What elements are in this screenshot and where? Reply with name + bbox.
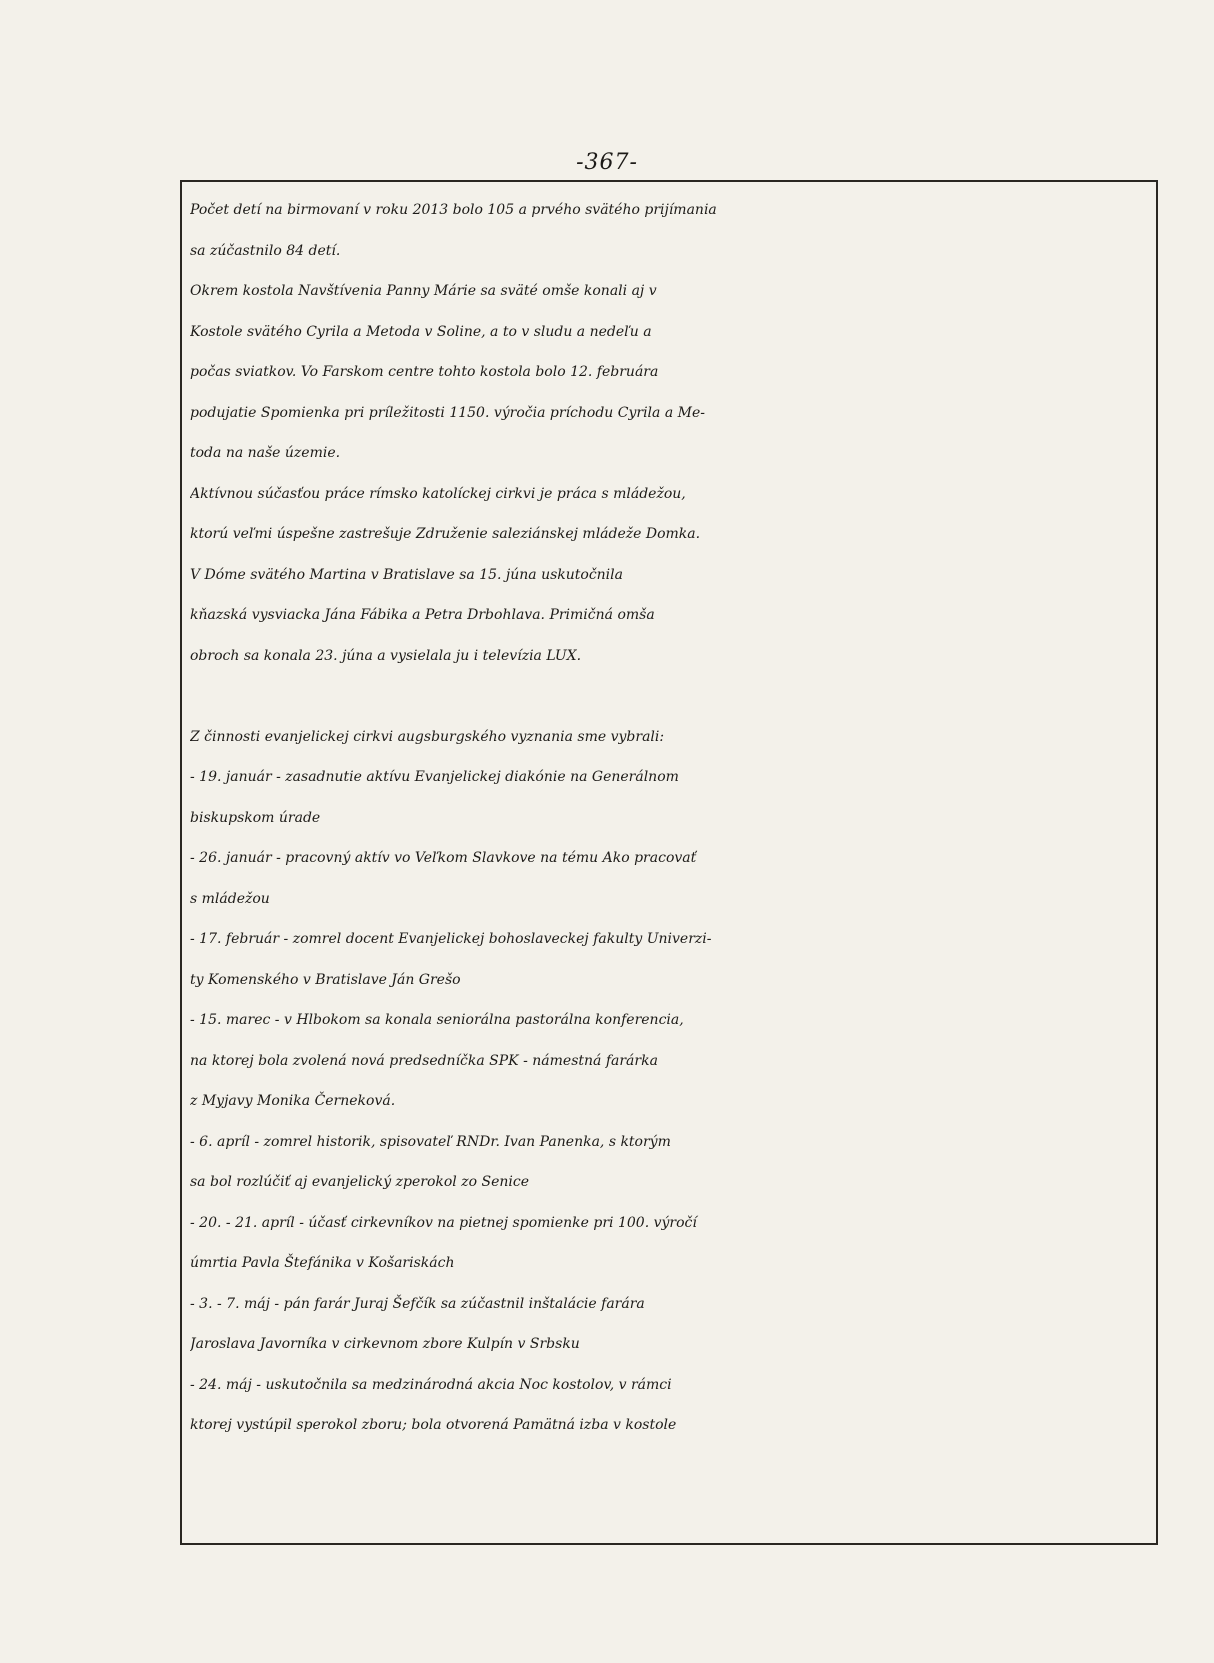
text-line: počas sviatkov. Vo Farskom centre tohto kostola bolo 12. februára bbox=[190, 364, 659, 380]
text-line: - 20. - 21. apríl - účasť cirkevníkov na pietnej spomienke pri 100. výročí bbox=[190, 1214, 697, 1231]
text-line: podujatie Spomienka pri príležitosti 1150. výročia príchodu Cyrila a Me- bbox=[190, 404, 705, 421]
text-line: - 24. máj - uskutočnila sa medzinárodná akcia Noc kostolov, v rámci bbox=[190, 1376, 672, 1393]
text-line: ktorej vystúpil sperokol zboru; bola otvorená Pamätná izba v kostole bbox=[190, 1417, 677, 1433]
text-line: Kostole svätého Cyrila a Metoda v Soline, a to v sludu a nedeľu a bbox=[190, 323, 652, 340]
page-number: -367- bbox=[576, 150, 638, 175]
text-line: kňazská vysviacka Jána Fábika a Petra Drbohlava. Primičná omša bbox=[190, 607, 655, 623]
text-line: - 17. február - zomrel docent Evanjelickej bohoslaveckej fakulty Univerzi- bbox=[190, 931, 712, 947]
text-line: Aktívnou súčasťou práce rímsko katolíckej cirkvi je práca s mládežou, bbox=[190, 485, 686, 502]
text-line: - 19. január - zasadnutie aktívu Evanjelickej diakónie na Generálnom bbox=[190, 769, 679, 785]
text-line: toda na naše územie. bbox=[190, 445, 341, 461]
text-line: V Dóme svätého Martina v Bratislave sa 15. júna uskutočnila bbox=[190, 566, 623, 583]
text-line: na ktorej bola zvolená nová predsedníčka SPK - námestná farárka bbox=[190, 1052, 658, 1069]
text-line bbox=[190, 676, 1148, 717]
text-line: - 6. apríl - zomrel historik, spisovateľ RNDr. Ivan Panenka, s ktorým bbox=[190, 1133, 671, 1150]
text-line: ty Komenského v Bratislave Ján Grešo bbox=[190, 971, 461, 988]
text-line: Jaroslava Javorníka v cirkevnom zbore Kulpín v Srbsku bbox=[190, 1336, 580, 1352]
text-line: biskupskom úrade bbox=[190, 809, 321, 826]
text-line: sa bol rozlúčiť aj evanjelický zperokol zo Senice bbox=[190, 1174, 529, 1190]
text-line: ktorú veľmi úspešne zastrešuje Združenie saleziánskej mládeže Domka. bbox=[190, 526, 701, 542]
text-line: z Myjavy Monika Černeková. bbox=[190, 1093, 396, 1109]
handwritten-text-block bbox=[190, 190, 1148, 1446]
text-line: obroch sa konala 23. júna a vysielala ju i televízia LUX. bbox=[190, 647, 582, 664]
text-line: úmrtia Pavla Štefánika v Košariskách bbox=[190, 1255, 455, 1271]
text-line: - 15. marec - v Hlbokom sa konala seniorálna pastorálna konferencia, bbox=[190, 1012, 684, 1028]
text-line: - 3. - 7. máj - pán farár Juraj Šefčík sa zúčastnil inštalácie farára bbox=[190, 1295, 645, 1312]
text-line: Okrem kostola Navštívenia Panny Márie sa sväté omše konali aj v bbox=[190, 283, 657, 299]
text-line: Počet detí na birmovaní v roku 2013 bolo 105 a prvého svätého prijímania bbox=[190, 202, 717, 218]
text-line: sa zúčastnilo 84 detí. bbox=[190, 242, 341, 259]
text-line: Z činnosti evanjelickej cirkvi augsburgského vyznania sme vybrali: bbox=[190, 728, 665, 745]
text-line: s mládežou bbox=[190, 890, 270, 907]
text-line: - 26. január - pracovný aktív vo Veľkom Slavkove na tému Ako pracovať bbox=[190, 850, 697, 866]
